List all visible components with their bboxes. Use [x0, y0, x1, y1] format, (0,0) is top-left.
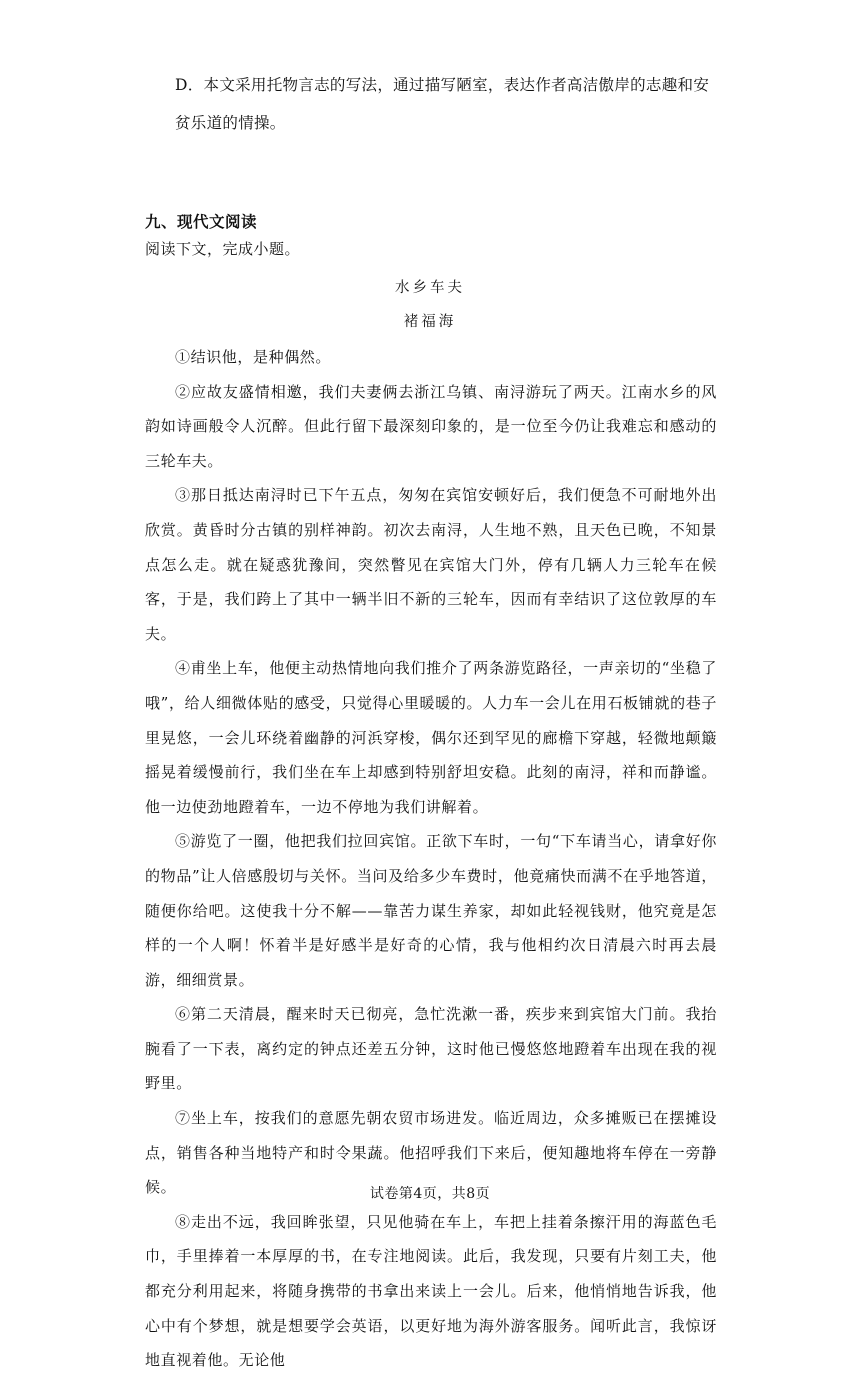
section-instruction: 阅读下文，完成小题。	[145, 240, 301, 258]
paragraph-1: ①结识他，是种偶然。	[175, 348, 332, 366]
paragraph-2: ②应故友盛情相邀，我们夫妻俩去浙江乌镇、南浔游玩了两天。江南水乡的风韵如诗画般令人沉醉。但此行留下最深刻印象的，是一位至今仍让我难忘和感动的三轮车夫。	[145, 382, 717, 470]
option-d: D．本文采用托物言志的写法，通过描写陋室，表达作者高洁傲岸的志趣和安贫乐道的情操。	[175, 76, 710, 132]
paragraph-3: ③那日抵达南浔时已下午五点，匆匆在宾馆安顿好后，我们便急不可耐地外出欣赏。黄昏时分古镇的别样神韵。初次去南浔，人生地不熟，且天色已晚，不知景点怎么走。就在疑惑犹豫间，突然瞥见在宾馆大门外，停有几辆人力三轮车在候客，于是，我们跨上了其中一辆半旧不新的三轮车，因而有幸结识了这位敦厚的车夫。	[145, 486, 717, 643]
article-title: 水乡车夫	[395, 280, 465, 296]
article-body	[145, 340, 717, 1378]
section-title: 九、现代文阅读	[145, 212, 258, 231]
paragraph-7: ⑦坐上车，按我们的意愿先朝农贸市场进发。临近周边，众多摊贩已在摆摊设点，销售各种当地特产和时令果蔬。他招呼我们下来后，便知趣地将车停在一旁静候。	[145, 1109, 717, 1197]
paragraph-6: ⑥第二天清晨，醒来时天已彻亮，急忙洗漱一番，疾步来到宾馆大门前。我抬腕看了一下表，离约定的钟点还差五分钟，这时他已慢悠悠地蹬着车出现在我的视野里。	[145, 1005, 717, 1093]
page-footer: 试卷第4页，共8页	[369, 1186, 491, 1202]
paragraph-8: ⑧走出不远，我回眸张望，只见他骑在车上，车把上挂着条擦汗用的海蓝色毛巾，手里捧着一本厚厚的书，在专注地阅读。此后，我发现，只要有片刻工夫，他都充分利用起来，将随身携带的书拿出来读上一会儿。后来，他悄悄地告诉我，他心中有个梦想，就是想要学会英语，以更好地为海外游客服务。闻听此言，我惊讶地直视着他。无论他	[145, 1212, 717, 1370]
paragraph-5: ⑤游览了一圈，他把我们拉回宾馆。正欲下车时，一句“下车请当心，请拿好你的物品”让人倍感殷切与关怀。当问及给多少车费时，他竟痛快而满不在乎地答道，随便你给吧。这使我十分不解——靠苦力谋生养家，却如此轻视钱财，他究竟是怎样的一个人啊！怀着半是好感半是好奇的心情，我与他相约次日清晨六时再去晨游，细细赏景。	[145, 832, 717, 989]
paragraph-4: ④甫坐上车，他便主动热情地向我们推介了两条游览路径，一声亲切的“坐稳了哦”，给人细微体贴的感受，只觉得心里暖暖的。人力车一会儿在用石板铺就的巷子里晃悠，一会儿环绕着幽静的河浜穿梭，偶尔还到罕见的廊檐下穿越，轻微地颠簸摇晃着缓慢前行，我们坐在车上却感到特别舒坦安稳。此刻的南浔，祥和而静谧。他一边使劲地蹬着车，一边不停地为我们讲解着。	[145, 659, 717, 816]
article-author: 褚福海	[403, 314, 457, 330]
